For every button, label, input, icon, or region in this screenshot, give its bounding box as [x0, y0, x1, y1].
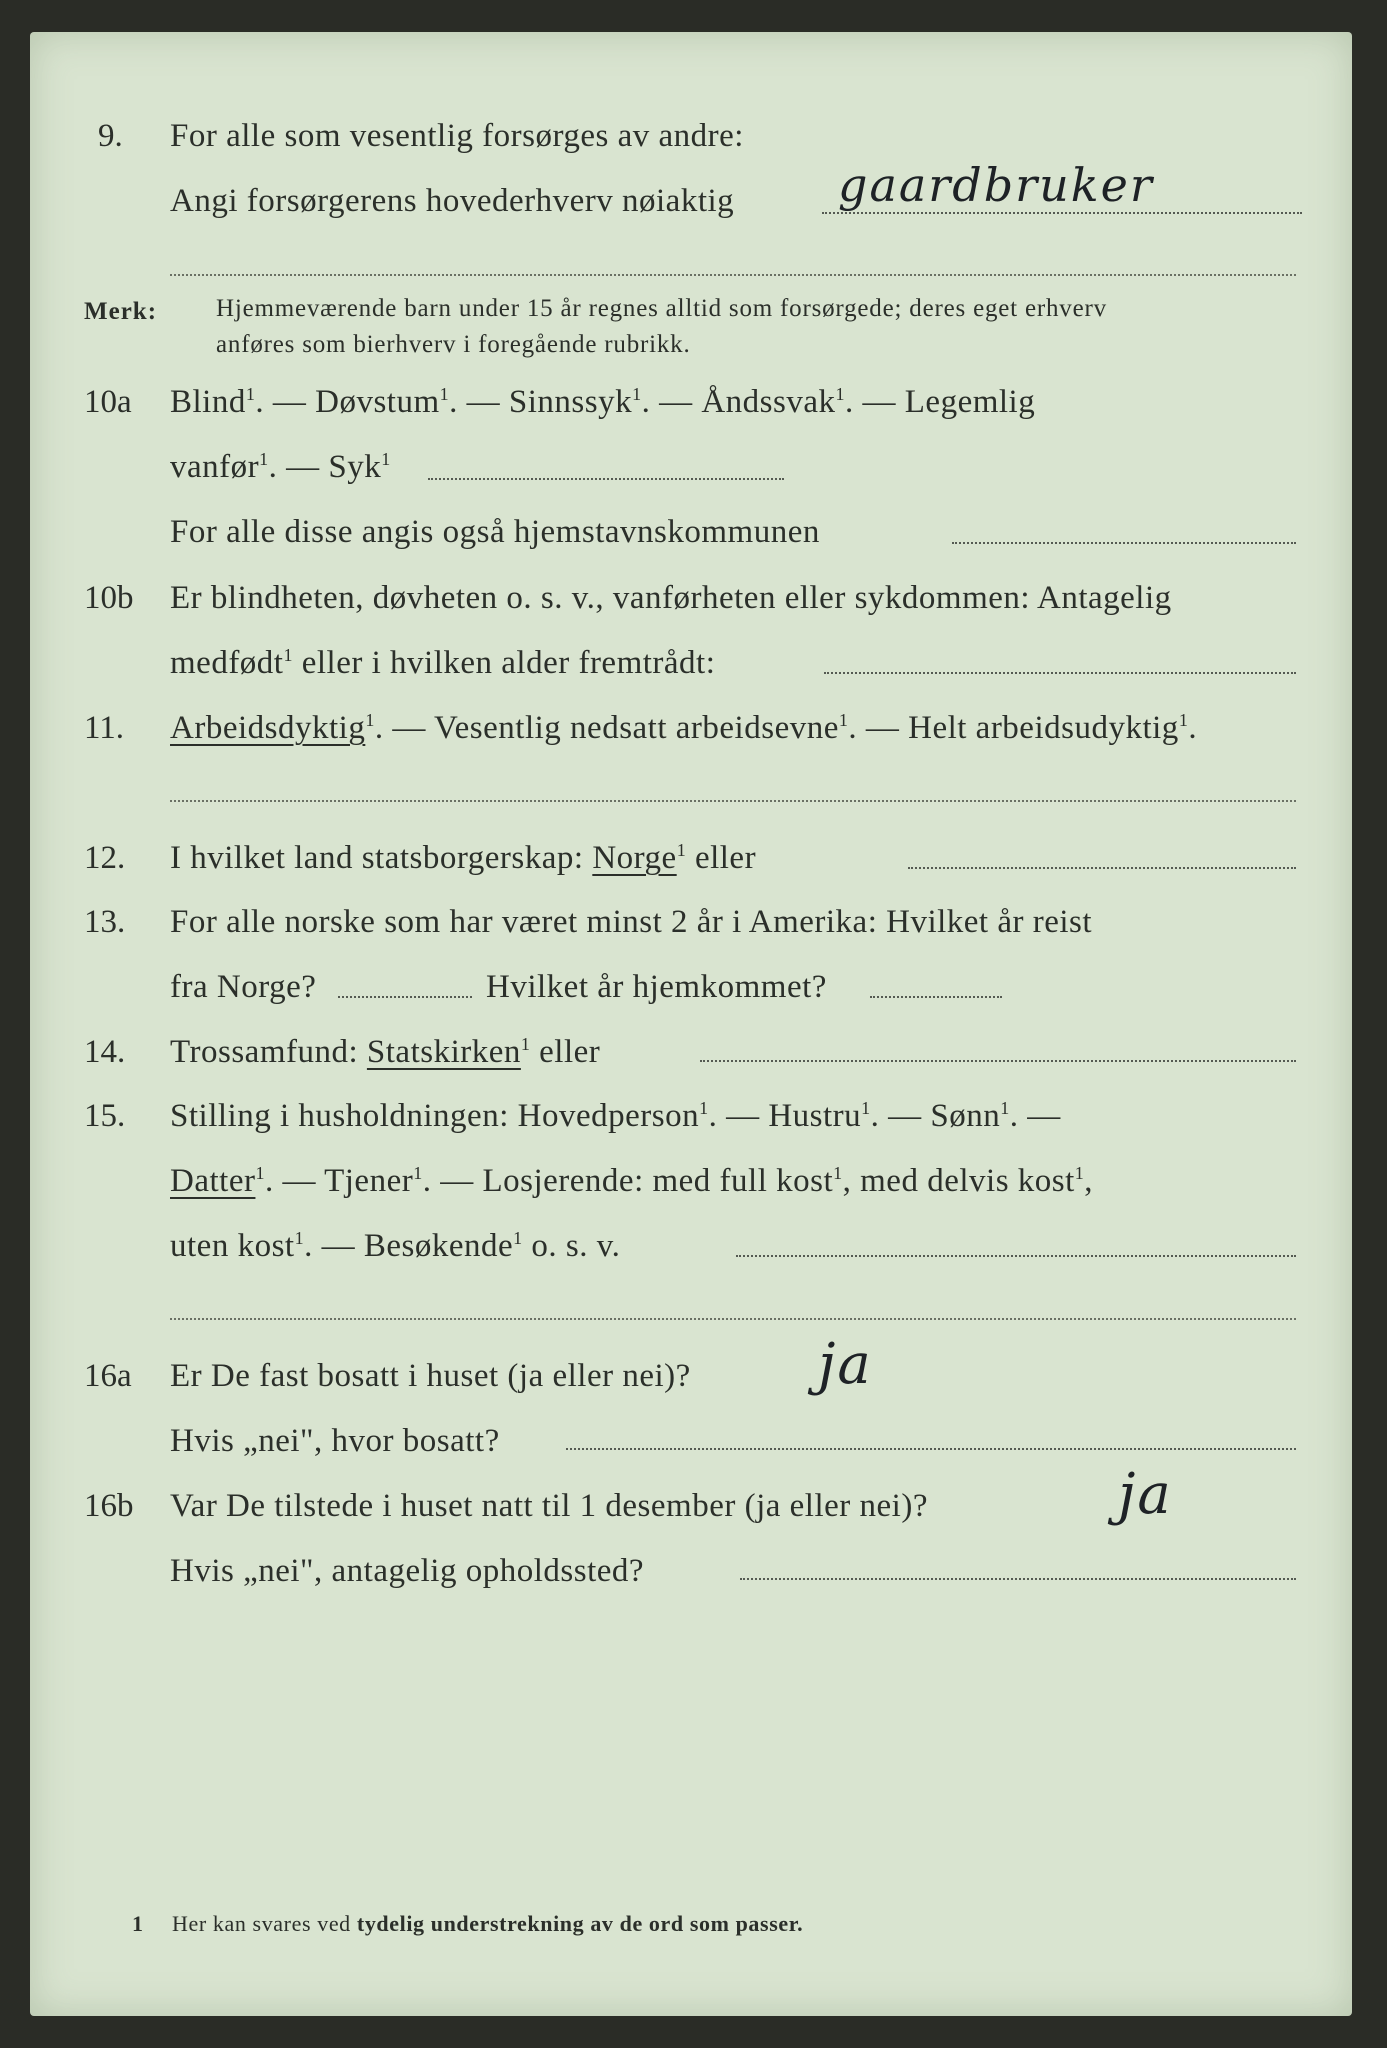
option-statskirken[interactable]: Statskirken	[366, 1034, 521, 1070]
q15-second-line[interactable]	[170, 1318, 1296, 1320]
q16b-number: 16b	[84, 1488, 134, 1524]
q10a-number: 10a	[84, 384, 132, 420]
merk-label: Merk:	[84, 298, 158, 325]
q10b-number: 10b	[84, 580, 134, 616]
q13-reist-line[interactable]	[338, 996, 472, 998]
q10a-line1: Blind$^1$. — Døvstum$^1$. — Sinnssyk$^1$. — Åndssvak$^1$. — Legemlig	[170, 384, 1036, 420]
q10b-answer-line[interactable]	[824, 672, 1296, 674]
q16a-handwritten-answer: ja	[818, 1332, 873, 1397]
q9-second-answer-line[interactable]	[170, 274, 1296, 276]
q9-handwritten-answer: gaardbruker	[838, 158, 1154, 212]
q11-number: 11.	[84, 710, 125, 746]
q13-line2b: Hvilket år hjemkommet?	[486, 969, 827, 1005]
option-datter[interactable]: Datter	[170, 1163, 256, 1199]
q16b-answer-line[interactable]	[740, 1578, 1296, 1580]
q9-line1: For alle som vesentlig forsørges av andre:	[170, 118, 744, 154]
q16a-line2: Hvis „nei", hvor bosatt?	[170, 1423, 500, 1459]
q13-hjemkommet-line[interactable]	[870, 996, 1002, 998]
q12-answer-line[interactable]	[908, 867, 1296, 869]
q13-number: 13.	[84, 904, 126, 940]
q14-number: 14.	[84, 1034, 126, 1070]
q15-line2: Datter$^1$. — Tjener$^1$. — Losjerende: med full kost$^1$, med delvis kost$^1$,	[170, 1163, 1094, 1199]
q15-line1: Stilling i husholdningen: Hovedperson$^1$. — Hustru$^1$. — Sønn$^1$. —	[170, 1098, 1061, 1134]
footnote-text: Her kan svares ved tydelig understrekning av de ord som passer.	[172, 1911, 804, 1936]
q16b-line2: Hvis „nei", antagelig opholdssted?	[170, 1553, 645, 1589]
q16a-line1: Er De fast bosatt i huset (ja eller nei)?	[170, 1358, 691, 1394]
q9-line2: Angi forsørgerens hovederhverv nøiaktig	[170, 183, 735, 219]
q10b-line2: medfødt$^1$ eller i hvilken alder fremtrådt:	[170, 645, 716, 681]
q16a-number: 16a	[84, 1358, 132, 1394]
merk-line1: Hjemmeværende barn under 15 år regnes alltid som forsørgede; deres eget erhverv	[216, 295, 1107, 322]
q10a-hjemstavn-line[interactable]	[952, 542, 1296, 544]
q9-number: 9.	[98, 118, 123, 154]
q16a-answer-line[interactable]	[566, 1448, 1296, 1450]
q15-number: 15.	[84, 1098, 126, 1134]
merk-line2: anføres som bierhverv i foregående rubrikk.	[216, 331, 691, 358]
q16b-line1: Var De tilstede i huset natt til 1 desember (ja eller nei)?	[170, 1488, 928, 1524]
q11-line1: Arbeidsdyktig$^1$. — Vesentlig nedsatt arbeidsevne$^1$. — Helt arbeidsudyktig$^1$.	[170, 710, 1198, 746]
footnote-mark: 1	[132, 1911, 144, 1936]
q12-number: 12.	[84, 840, 126, 876]
q16b-handwritten-answer: ja	[1118, 1462, 1173, 1527]
option-norge[interactable]: Norge	[592, 840, 677, 876]
q10a-line3: For alle disse angis også hjemstavnskommunen	[170, 514, 820, 550]
q12-line1: I hvilket land statsborgerskap: Norge$^1$ eller	[170, 840, 757, 876]
q11-answer-line[interactable]	[170, 800, 1296, 802]
q14-line1: Trossamfund: Statskirken$^1$ eller	[170, 1034, 601, 1070]
q10a-syk-line[interactable]	[428, 478, 784, 480]
q15-answer-line[interactable]	[736, 1255, 1296, 1257]
q10b-line1: Er blindheten, døvheten o. s. v., vanførheten eller sykdommen: Antagelig	[170, 580, 1172, 616]
q14-answer-line[interactable]	[700, 1060, 1296, 1062]
q13-line2a: fra Norge?	[170, 969, 317, 1005]
option-arbeidsdyktig[interactable]: Arbeidsdyktig	[170, 710, 366, 746]
q10a-line2: vanfør$^1$. — Syk$^1$	[170, 449, 391, 485]
q15-line3: uten kost$^1$. — Besøkende$^1$ o. s. v.	[170, 1228, 621, 1264]
q13-line1: For alle norske som har været minst 2 år i Amerika: Hvilket år reist	[170, 904, 1093, 940]
option-blind[interactable]: Blind	[170, 384, 246, 420]
q9-answer-line[interactable]	[822, 212, 1302, 214]
